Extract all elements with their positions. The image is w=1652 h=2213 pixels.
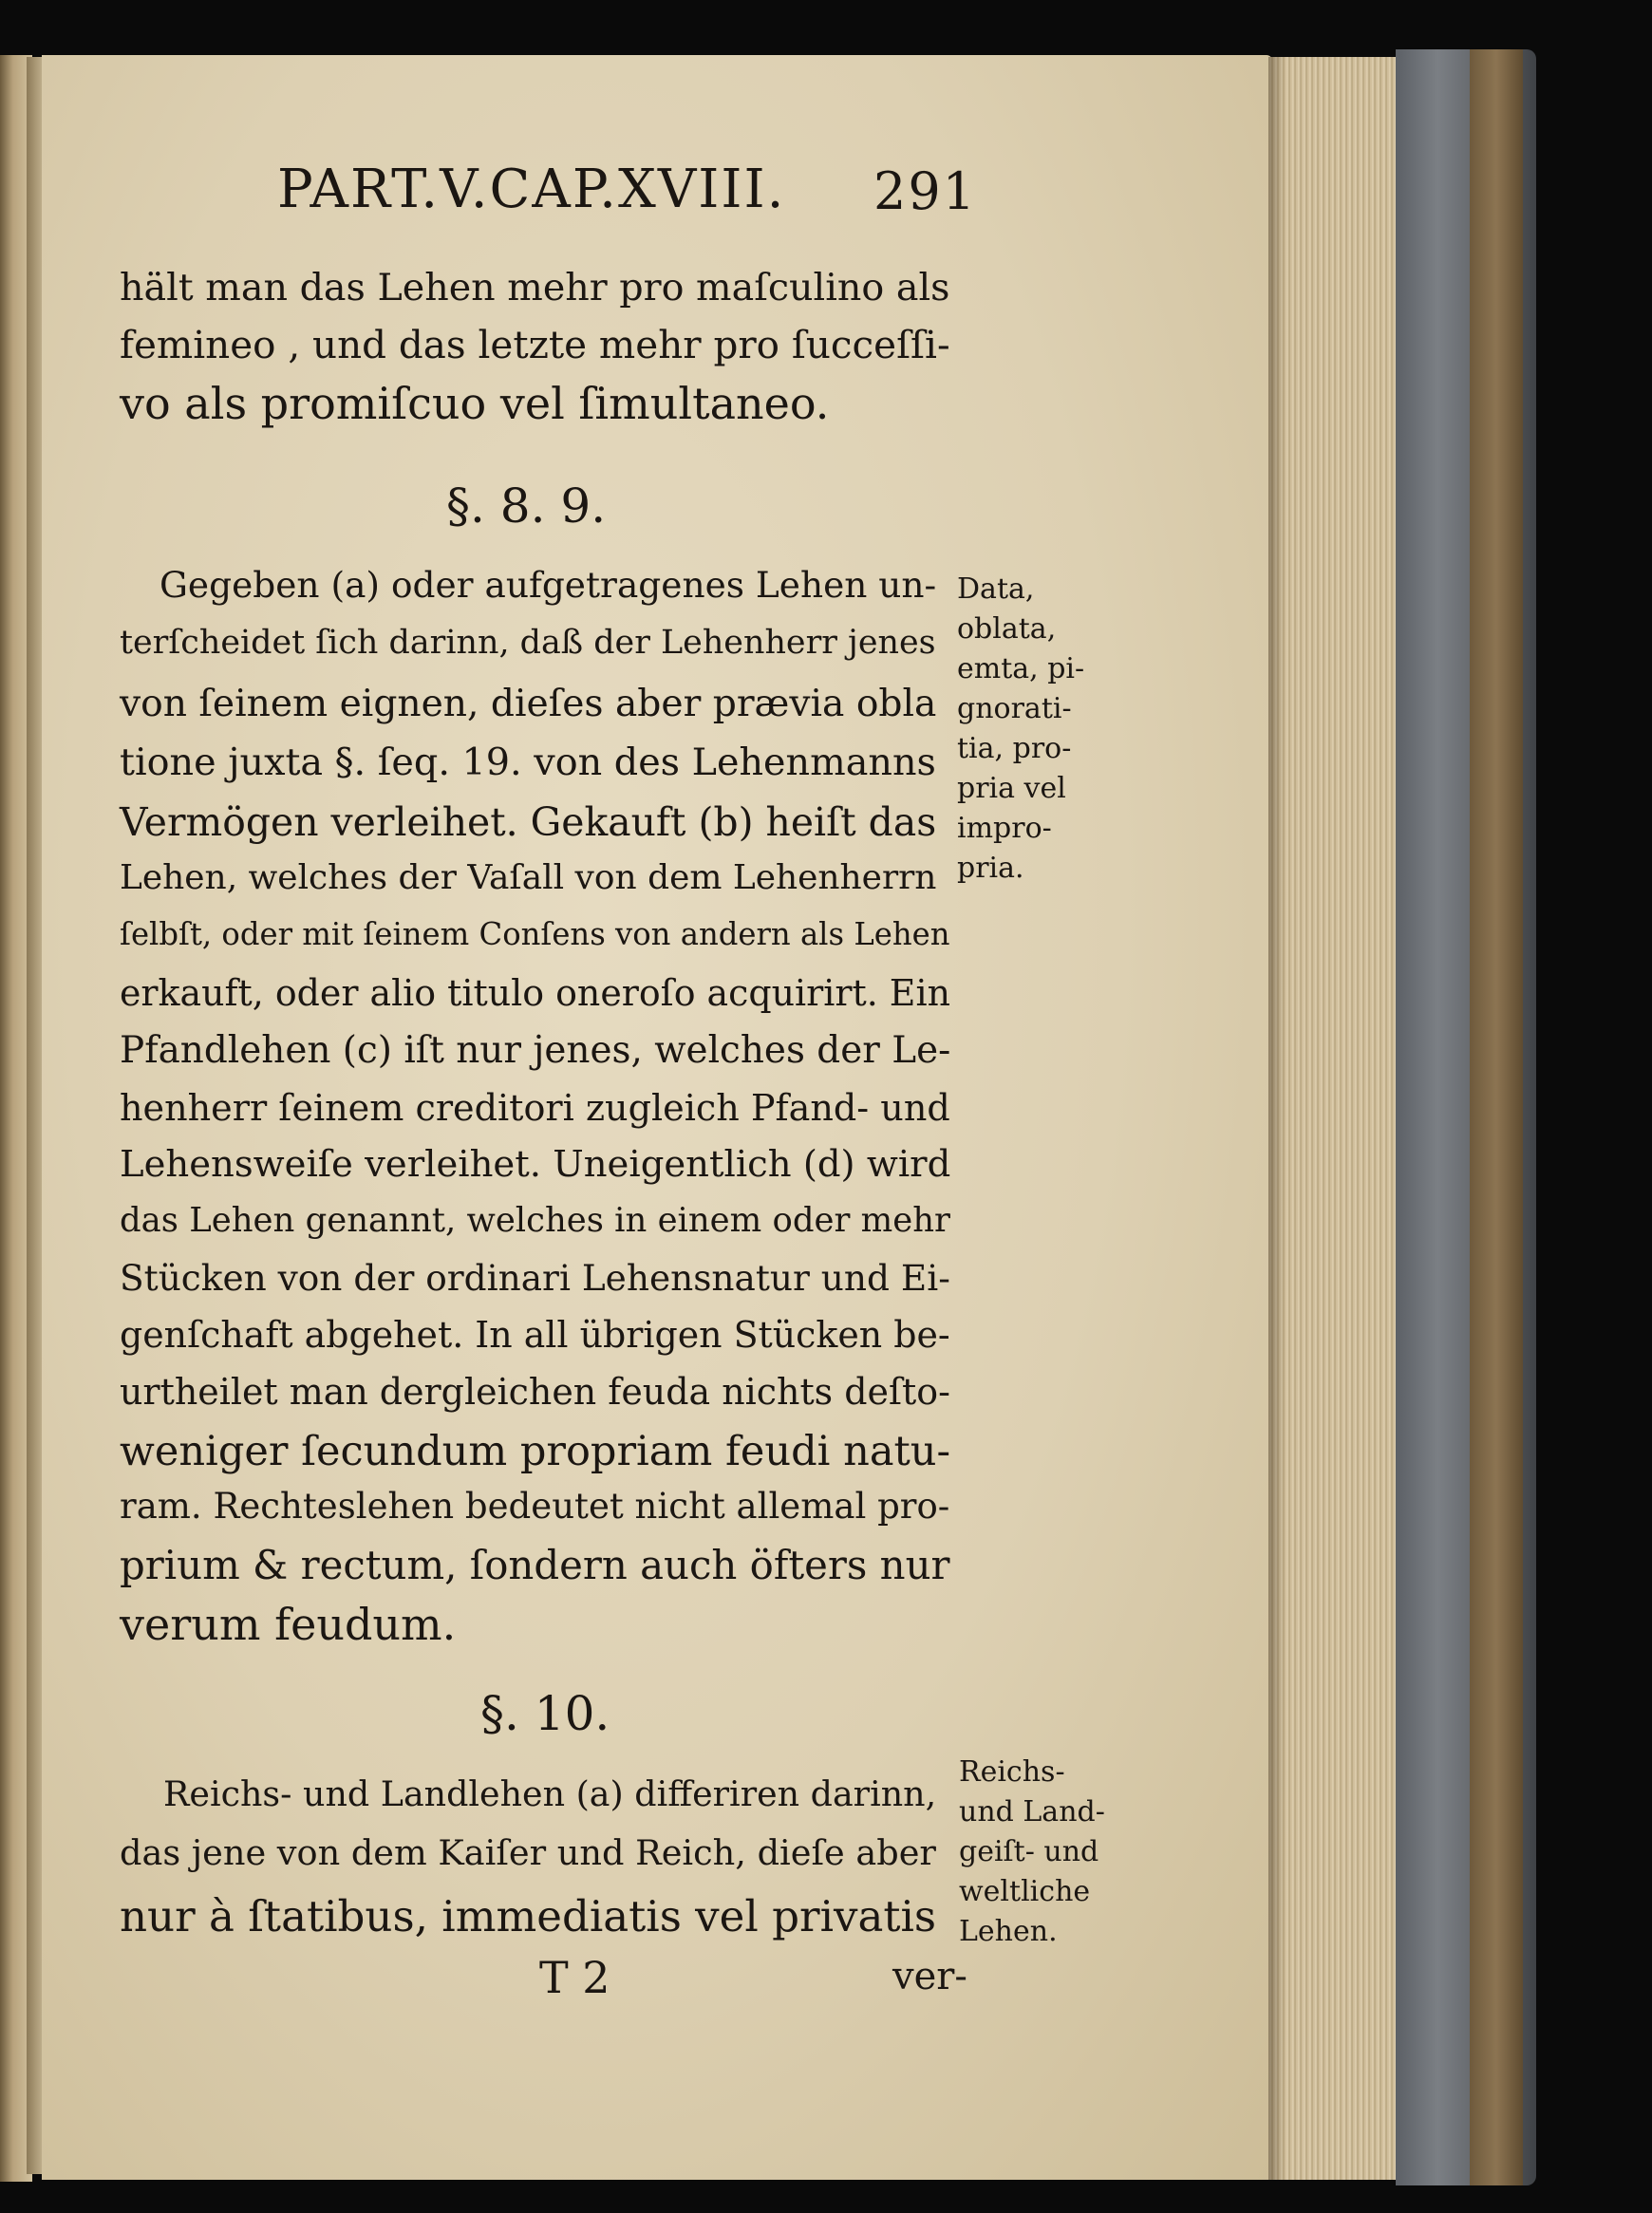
section-heading: §. 10. xyxy=(480,1686,610,1741)
body-line: vo als promiſcuo vel ſimultaneo. xyxy=(120,378,830,429)
body-line: das jene von dem Kaiſer und Reich, dieſe aber xyxy=(120,1832,936,1873)
margin-note-line: Reichs- xyxy=(959,1755,1065,1789)
margin-note-line: impro- xyxy=(957,812,1052,845)
catchword: ver- xyxy=(892,1955,967,1998)
body-line: urtheilet man dergleichen feuda nichts deſto- xyxy=(120,1371,950,1413)
margin-note-line: oblata, xyxy=(957,612,1057,646)
section-heading: §. 8. 9. xyxy=(446,478,607,534)
cover-board xyxy=(1470,49,1523,2185)
running-title: PART.V.CAP.XVIII. xyxy=(277,159,786,220)
body-line: Reichs- und Landlehen (a) differiren darinn, xyxy=(163,1773,937,1814)
body-line: terſcheidet ſich darinn, daß der Lehenherr jenes xyxy=(120,624,936,662)
margin-note-line: emta, pi- xyxy=(957,652,1085,685)
body-line: Lehensweiſe verleihet. Uneigentlich (d) wird xyxy=(120,1143,951,1186)
signature-mark: T 2 xyxy=(539,1952,610,2003)
body-line: henherr ſeinem creditori zugleich Pfand- und xyxy=(120,1087,950,1129)
body-line: prium & rectum, ſondern auch öfters nur xyxy=(120,1542,950,1588)
margin-note-line: weltliche xyxy=(959,1875,1091,1908)
margin-note-line: geiſt- und xyxy=(959,1835,1099,1868)
margin-note-line: tia, pro- xyxy=(957,732,1072,765)
body-line: genſchaft abgehet. In all übrigen Stücken be- xyxy=(120,1314,950,1356)
body-line: Stücken von der ordinari Lehensnatur und Ei- xyxy=(120,1257,950,1299)
body-line: ram. Rechteslehen bedeutet nicht allemal pro- xyxy=(120,1486,950,1527)
body-line: Pfandlehen (c) iſt nur jenes, welches der Le- xyxy=(120,1029,951,1072)
body-line: erkauft, oder alio titulo oneroſo acquirirt. Ein xyxy=(120,972,950,1014)
body-line: nur à ſtatibus, immediatis vel privatis xyxy=(120,1891,937,1941)
body-line: weniger ſecundum propriam feudi natu- xyxy=(120,1428,951,1475)
body-line: das Lehen genannt, welches in einem oder mehr xyxy=(120,1201,950,1240)
body-line: Lehen, welches der Vaſall von dem Lehenherrn xyxy=(120,858,937,897)
margin-note-line: und Land- xyxy=(959,1795,1105,1829)
margin-note-line: pria. xyxy=(957,852,1024,885)
margin-note-line: pria vel xyxy=(957,772,1066,805)
margin-note-line: Data, xyxy=(957,572,1035,606)
page-number: 291 xyxy=(873,161,977,221)
body-line: verum feudum. xyxy=(120,1599,457,1650)
margin-note-line: Lehen. xyxy=(959,1915,1058,1948)
page-block-edges xyxy=(1268,57,1401,2180)
body-line: femineo , und das letzte mehr pro ſucceſſi- xyxy=(120,322,950,367)
body-line: hält man das Lehen mehr pro maſculino als xyxy=(120,266,950,309)
body-line: ſelbſt, oder mit ſeinem Conſens von andern als Lehen xyxy=(120,916,950,952)
margin-note-line: gnorati- xyxy=(957,692,1072,725)
body-line: Gegeben (a) oder aufgetragenes Lehen un- xyxy=(160,564,937,606)
body-line: von ſeinem eignen, dieſes aber prævia obla xyxy=(120,683,937,725)
body-line: Vermögen verleihet. Gekauft (b) heiſt das xyxy=(120,799,937,845)
page-fold-shadow xyxy=(1268,57,1286,2180)
body-line: tione juxta §. ſeq. 19. von des Lehenmanns xyxy=(120,741,936,784)
